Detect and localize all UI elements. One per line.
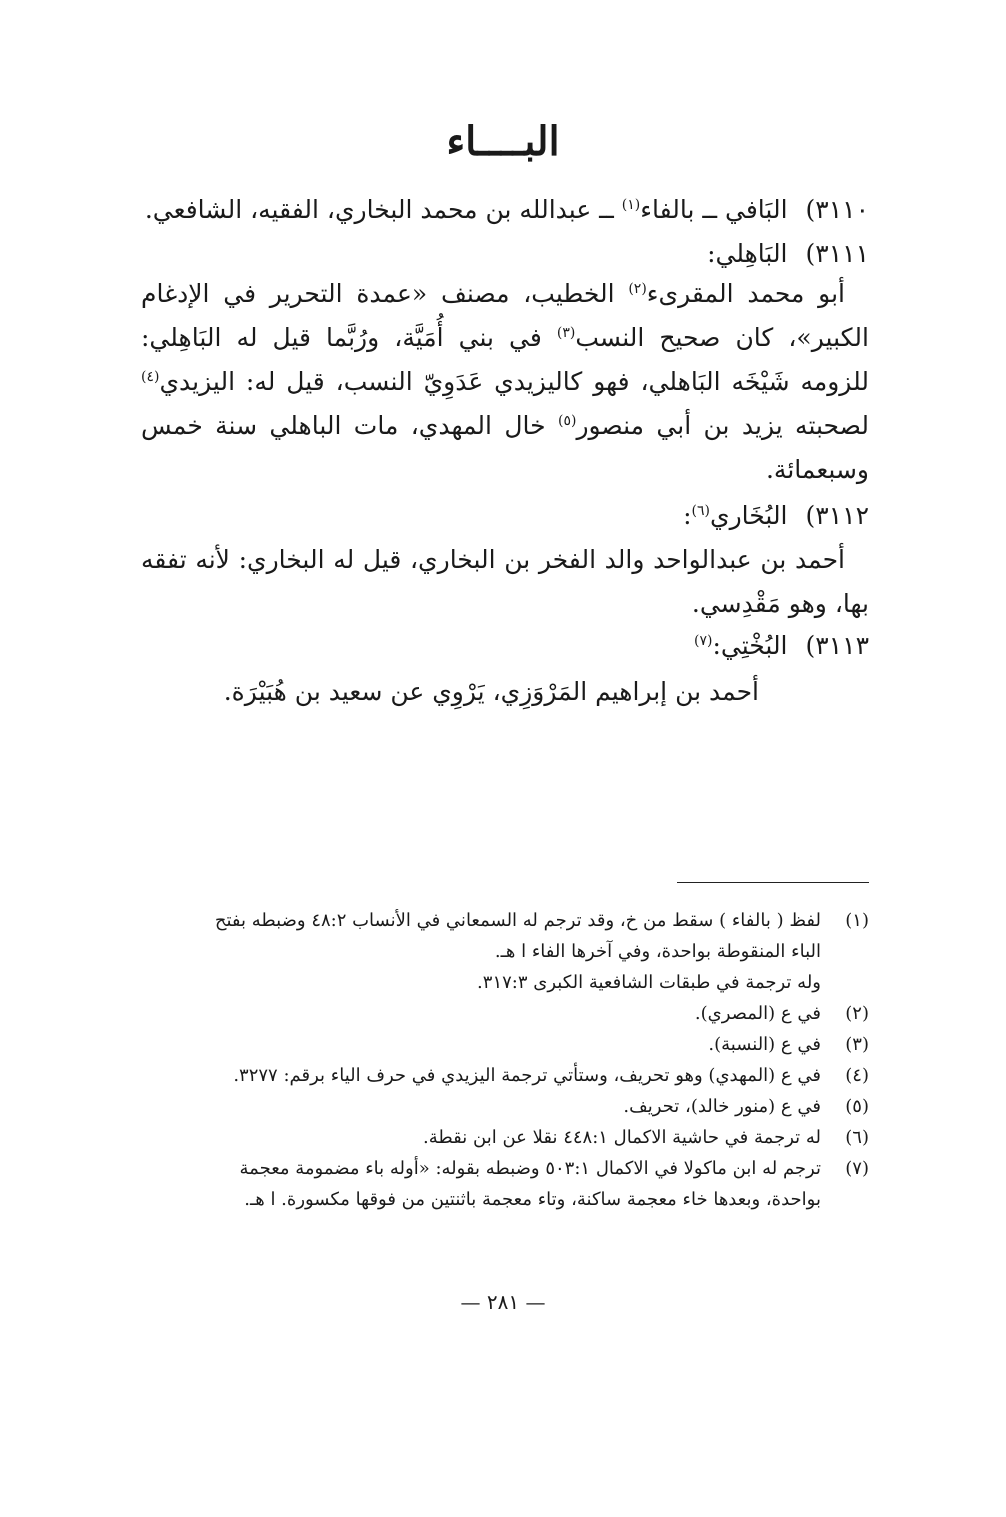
paragraph-3111: أبو محمد المقرىء$^{(٢)}$ الخطيب، مصنف «عمدة التحرير في الإدغام الكبير»، كان صحيح النسب$^{(٣)}$ في بني أُمَيَّة، ورُبَّما قيل له البَاهِلي: للزومه شَيْخَه البَاهلي، فهو كاليزيدي عَدَوِيّ النسب، قيل له: اليزيدي$^{(٤)}$ لصحبته يزيد بن أبي منصور$^{(٥)}$ خال المهدي، مات الباهلي سنة خمس وسبعمائة. <box>141 279 869 484</box>
entry-number: ٣١١٠) <box>805 195 869 224</box>
footnote-1: (١) لفظ ( بالفاء ) سقط من خ، وقد ترجم له السمعاني في الأنساب ٤٨:٢ وضبطه بفتح الباء المنقوطة بواحدة، وفي آخرها الفاء ا هـ. وله ترجمة في طبقات الشافعية الكبرى ٣١٧:٣. <box>141 905 869 998</box>
footnotes <box>141 905 869 1215</box>
footnote-6: (٦) له ترجمة في حاشية الاكمال ٤٤٨:١ نقلا عن ابن نقطة. <box>141 1122 869 1153</box>
footnote-ref[interactable]: (٧) <box>693 633 713 649</box>
footnote-3: (٣) في ع (النسبة). <box>141 1029 869 1060</box>
footnote-separator <box>677 882 869 883</box>
footnote-ref[interactable]: (٦) <box>691 503 710 519</box>
footnote-ref[interactable]: (٤) <box>141 369 160 385</box>
paragraph-3113: أحمد بن إبراهيم المَرْوَزِي، يَرْوِي عن سعيد بن هُبَيْرَة. <box>223 677 759 706</box>
page-number: — ٢٨١ — <box>460 1290 546 1314</box>
footnote-ref[interactable]: (١) <box>621 197 641 213</box>
footnote-4: (٤) في ع (المهدي) وهو تحريف، وستأتي ترجمة اليزيدي في حرف الياء برقم: ٣٢٧٧. <box>141 1060 869 1091</box>
footnote-number: (٥) <box>845 1096 869 1117</box>
footnote-number: (٣) <box>845 1034 869 1055</box>
entry-number: ٣١١١) <box>805 239 869 268</box>
entry-headword: البُخَاري <box>710 501 788 530</box>
entry-3110 <box>129 190 869 230</box>
footnote-ref[interactable]: (٣) <box>556 325 576 341</box>
footnote-2: (٢) في ع (المصري). <box>141 998 869 1029</box>
footnote-number: (٤) <box>845 1065 869 1086</box>
section-heading: البــــاء <box>446 118 560 165</box>
footnote-number: (٢) <box>845 1003 869 1024</box>
entry-number: ٣١١٣) <box>805 631 869 660</box>
entry-3112: ٣١١٢)البُخَاري$^{(٦)}$: <box>129 496 869 536</box>
paragraph-3112: أحمد بن عبدالواحد والد الفخر بن البخاري، قيل له البخاري: لأنه تفقه بها، وهو مَقْدِسي. <box>141 545 869 618</box>
entry-3111 <box>129 234 869 274</box>
entry-number: ٣١١٢) <box>805 501 869 530</box>
footnote-number: (٧) <box>845 1158 869 1179</box>
footnote-ref[interactable]: (٢) <box>628 281 647 297</box>
footnote-number: (٦) <box>845 1127 869 1148</box>
footnote-5: (٥) في ع (منور خالد)، تحريف. <box>141 1091 869 1122</box>
entry-headword: البُخْتِي: <box>712 631 788 660</box>
entry-3113 <box>129 626 869 666</box>
footnote-ref[interactable]: (٥) <box>557 413 577 429</box>
footnote-number: (١) <box>845 910 869 931</box>
entry-headword: البَاهِلي: <box>707 239 788 268</box>
footnote-7: (٧) ترجم له ابن ماكولا في الاكمال ٥٠٣:١ وضبطه بقوله: «أوله باء مضمومة معجمة بواحدة، وبعدها خاء معجمة ساكنة، وتاء معجمة باثنتين من فوقها مكسورة. ا هـ. <box>141 1153 869 1215</box>
entry-headword: البَافي ــ بالفاء <box>640 195 788 224</box>
entry-text: ــ عبدالله بن محمد البخاري، الفقيه، الشافعي. <box>144 195 622 224</box>
